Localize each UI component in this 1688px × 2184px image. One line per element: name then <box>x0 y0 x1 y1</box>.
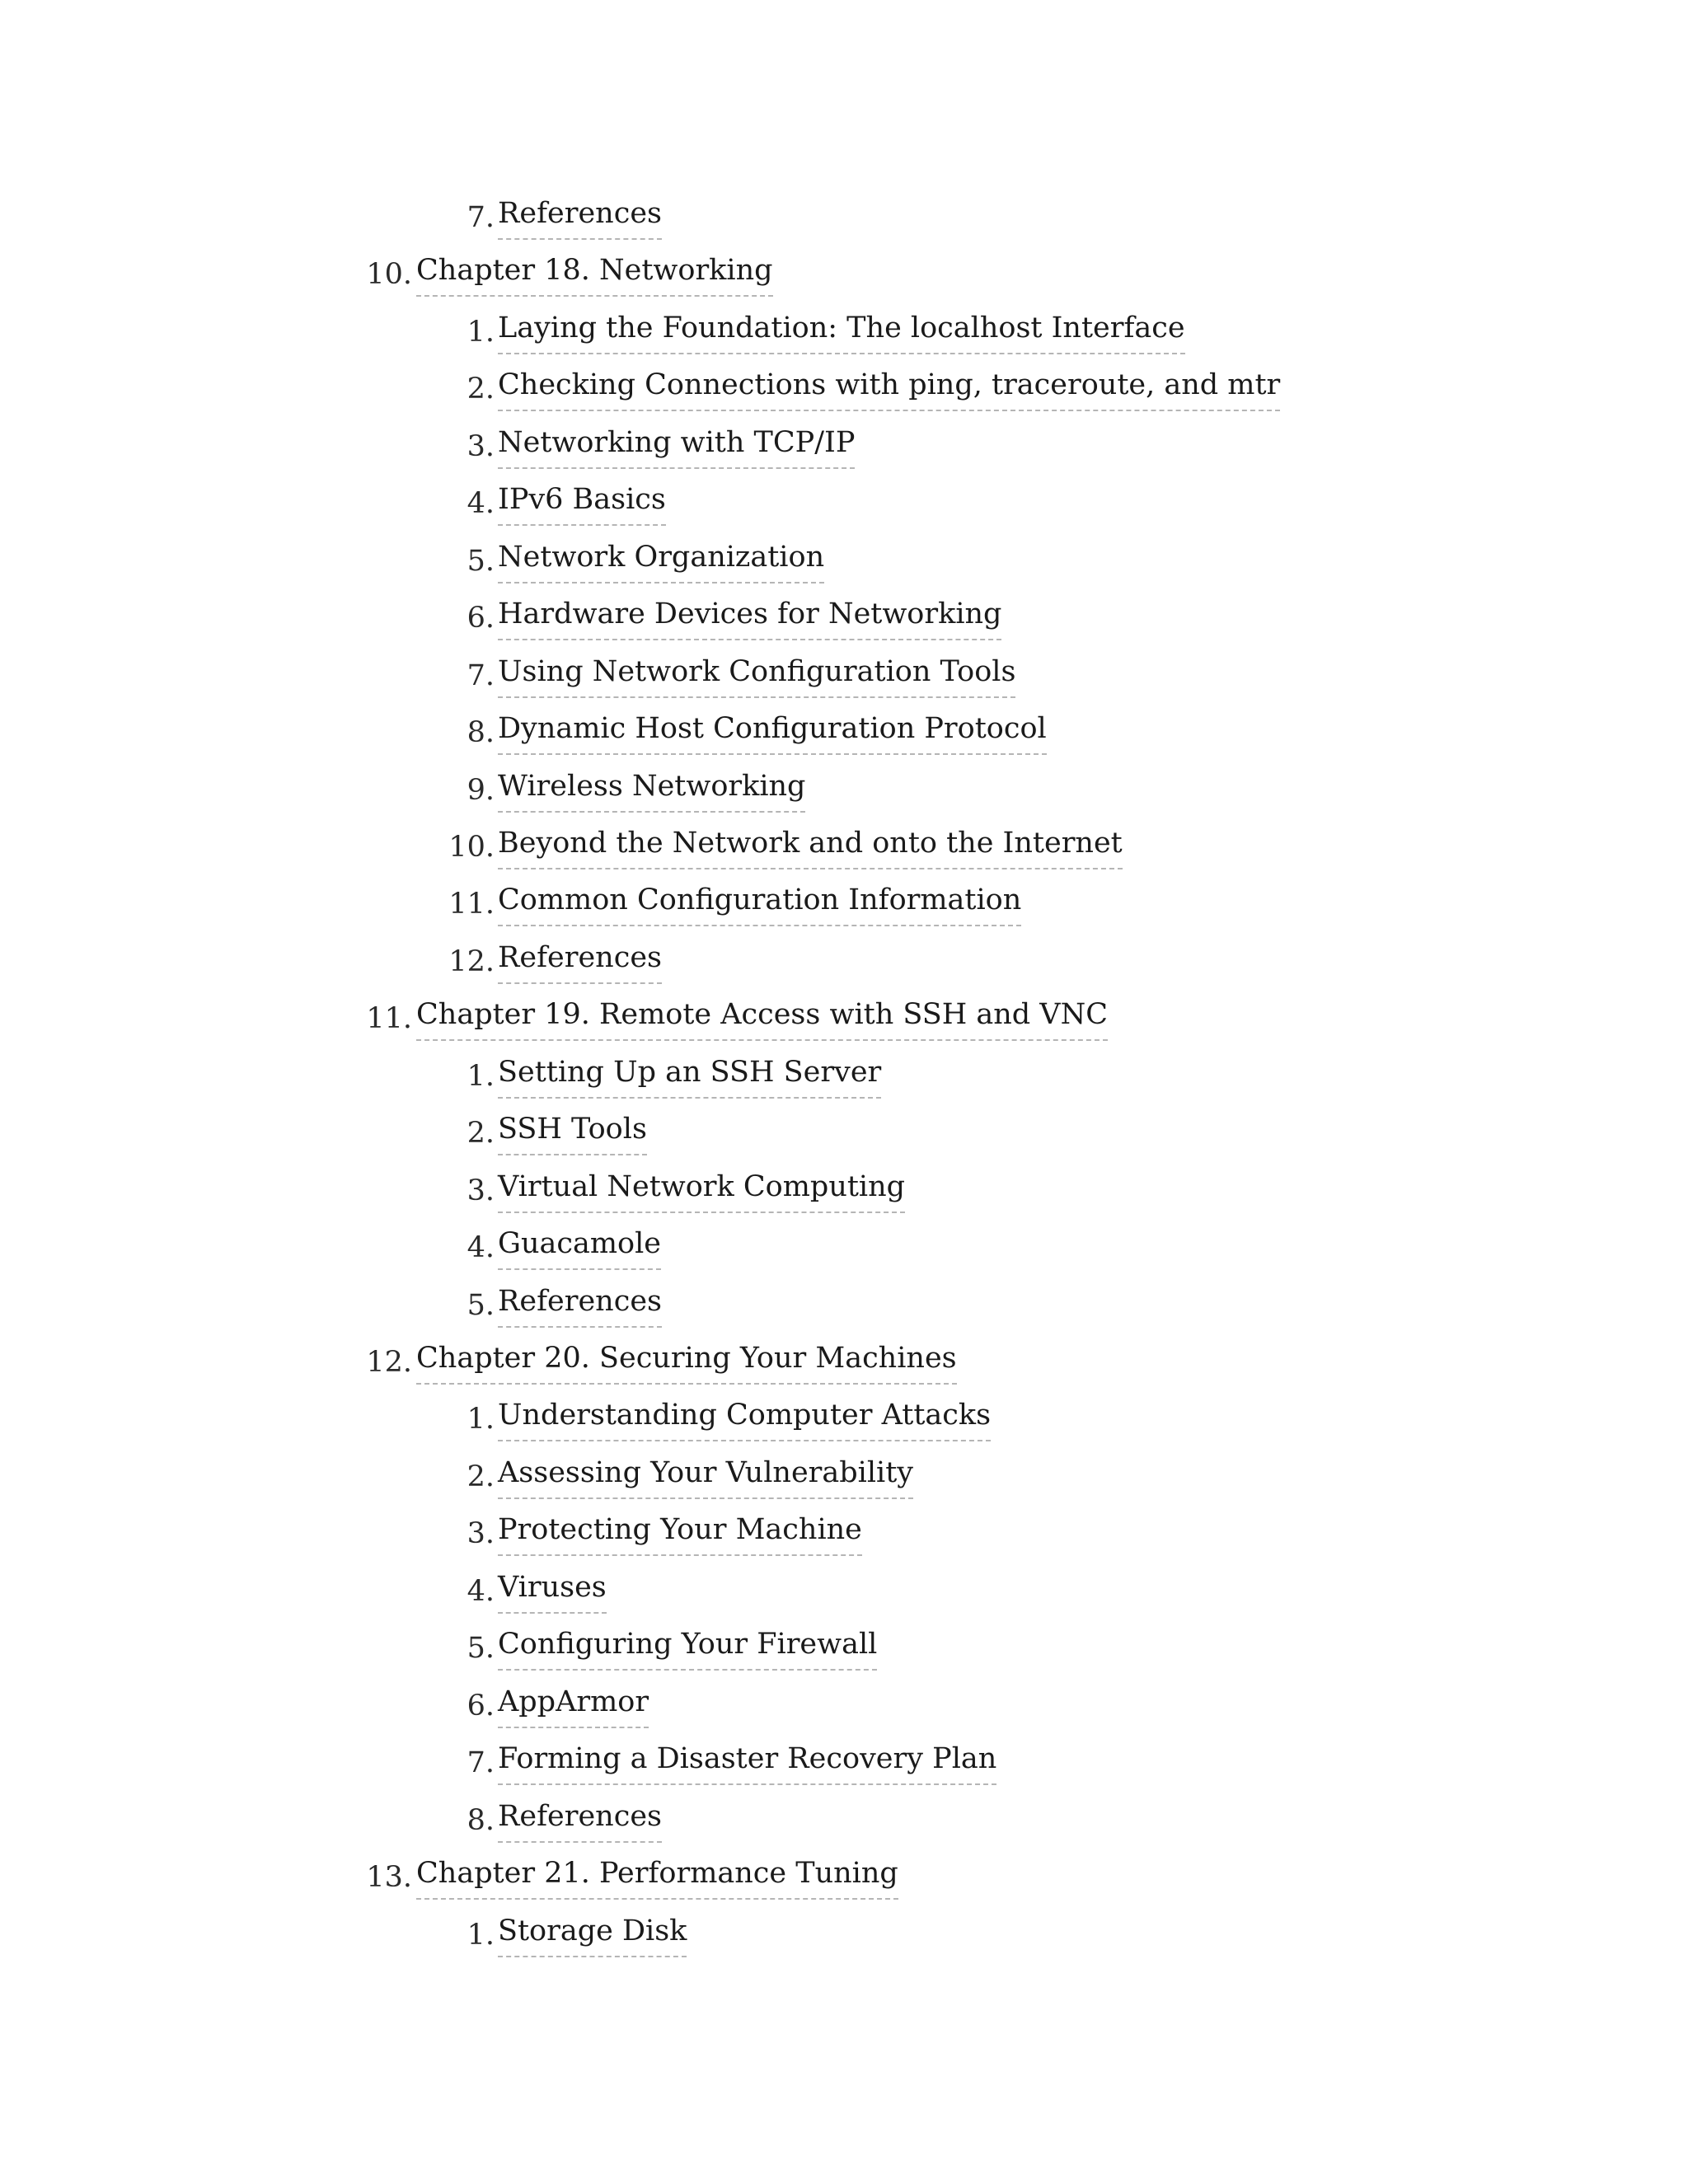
toc-item-number: 4. <box>467 487 495 521</box>
toc-section-link[interactable]: AppArmor <box>498 1677 649 1728</box>
toc-section-link[interactable]: Hardware Devices for Networking <box>498 589 1001 640</box>
toc-section-item <box>0 1906 1688 1964</box>
toc-section-link[interactable]: Network Organization <box>498 532 824 583</box>
toc-item-number: 7. <box>467 1746 495 1780</box>
toc-section-item <box>0 1677 1688 1735</box>
toc-item-number: 13. <box>366 1861 412 1895</box>
toc-section-link[interactable]: Forming a Disaster Recovery Plan <box>498 1734 996 1785</box>
toc-section-item <box>0 1277 1688 1334</box>
toc-section-item <box>0 1505 1688 1563</box>
toc-section-link[interactable]: Storage Disk <box>498 1906 687 1957</box>
toc-section-item <box>0 1792 1688 1849</box>
toc-item-number: 1. <box>467 315 495 349</box>
toc-section-link[interactable]: References <box>498 933 662 984</box>
toc-chapter-item <box>0 1849 1688 1906</box>
toc-section-item <box>0 1104 1688 1162</box>
toc-item-number: 10. <box>366 258 412 292</box>
toc-section-item <box>0 1619 1688 1677</box>
toc-chapter-link[interactable]: Chapter 21. Performance Tuning <box>416 1849 898 1900</box>
toc-section-item <box>0 418 1688 476</box>
toc-item-number: 3. <box>467 1517 495 1551</box>
toc-section-item <box>0 1219 1688 1277</box>
toc-section-link[interactable]: SSH Tools <box>498 1104 647 1155</box>
toc-item-number: 9. <box>467 773 495 807</box>
toc-section-link[interactable]: References <box>498 1792 662 1843</box>
toc-section-item <box>0 933 1688 991</box>
toc-item-number: 7. <box>467 658 495 692</box>
toc-section-item <box>0 1162 1688 1220</box>
toc-section-link[interactable]: Setting Up an SSH Server <box>498 1047 881 1099</box>
toc-section-item <box>0 589 1688 647</box>
toc-item-number: 5. <box>467 544 495 578</box>
toc-chapter-item <box>0 990 1688 1047</box>
toc-item-number: 2. <box>467 1460 495 1493</box>
toc-section-item <box>0 475 1688 532</box>
toc-section-item <box>0 532 1688 590</box>
toc-section-link[interactable]: Dynamic Host Configuration Protocol <box>498 704 1047 755</box>
toc-section-link[interactable]: References <box>498 189 662 240</box>
toc-chapter-link[interactable]: Chapter 19. Remote Access with SSH and VNC <box>416 990 1108 1041</box>
toc-section-item <box>0 762 1688 819</box>
toc-section-item <box>0 818 1688 876</box>
toc-item-number: 4. <box>467 1231 495 1265</box>
toc-section-item <box>0 704 1688 762</box>
toc-section-link[interactable]: IPv6 Basics <box>498 475 666 526</box>
toc-section-item <box>0 303 1688 361</box>
toc-item-number: 6. <box>467 602 495 635</box>
toc-item-number: 12. <box>366 1346 412 1379</box>
toc-section-link[interactable]: Understanding Computer Attacks <box>498 1390 991 1441</box>
toc-item-number: 5. <box>467 1632 495 1666</box>
toc-section-link[interactable]: Laying the Foundation: The localhost Interface <box>498 303 1185 354</box>
toc-item-number: 10. <box>448 830 495 864</box>
toc-section-item <box>0 1047 1688 1105</box>
toc-item-number: 11. <box>448 888 495 921</box>
toc-chapter-item <box>0 246 1688 303</box>
toc-section-item <box>0 189 1688 246</box>
toc-item-number: 8. <box>467 1803 495 1837</box>
toc-section-item <box>0 1734 1688 1792</box>
toc-section-link[interactable]: Configuring Your Firewall <box>498 1619 877 1671</box>
toc-item-number: 3. <box>467 1174 495 1207</box>
toc-item-number: 2. <box>467 1117 495 1151</box>
toc-item-number: 1. <box>467 1403 495 1436</box>
toc-section-link[interactable]: Checking Connections with ping, traceroute, and mtr <box>498 360 1280 411</box>
toc-chapter-link[interactable]: Chapter 20. Securing Your Machines <box>416 1333 957 1385</box>
toc-item-number: 8. <box>467 716 495 750</box>
toc-item-number: 11. <box>366 1002 412 1036</box>
toc-section-item <box>0 1390 1688 1448</box>
toc-section-link[interactable]: Protecting Your Machine <box>498 1505 862 1556</box>
toc-section-item <box>0 875 1688 933</box>
toc-section-link[interactable]: Assessing Your Vulnerability <box>498 1448 913 1499</box>
toc-section-item <box>0 360 1688 418</box>
toc-section-link[interactable]: Guacamole <box>498 1219 661 1270</box>
toc-section-link[interactable]: Virtual Network Computing <box>498 1162 905 1213</box>
toc-section-link[interactable]: Networking with TCP/IP <box>498 418 855 469</box>
toc-section-link[interactable]: Common Configuration Information <box>498 875 1021 926</box>
toc-item-number: 6. <box>467 1689 495 1722</box>
toc-section-item <box>0 1448 1688 1506</box>
toc-item-number: 3. <box>467 429 495 463</box>
toc-item-number: 1. <box>467 1059 495 1093</box>
toc-section-link[interactable]: Viruses <box>498 1563 607 1614</box>
toc-item-number: 12. <box>448 944 495 978</box>
toc-section-item <box>0 1563 1688 1620</box>
toc-section-link[interactable]: Beyond the Network and onto the Internet <box>498 818 1123 869</box>
toc-item-number: 4. <box>467 1574 495 1608</box>
toc-section-link[interactable]: Wireless Networking <box>498 762 805 813</box>
toc-item-number: 5. <box>467 1288 495 1322</box>
toc-section-item <box>0 647 1688 705</box>
toc-section-link[interactable]: Using Network Configuration Tools <box>498 647 1015 698</box>
toc-item-number: 7. <box>467 201 495 234</box>
toc-section-link[interactable]: References <box>498 1277 662 1328</box>
toc-item-number: 2. <box>467 373 495 406</box>
toc-chapter-link[interactable]: Chapter 18. Networking <box>416 246 773 297</box>
toc-chapter-item <box>0 1333 1688 1391</box>
toc-item-number: 1. <box>467 1918 495 1952</box>
